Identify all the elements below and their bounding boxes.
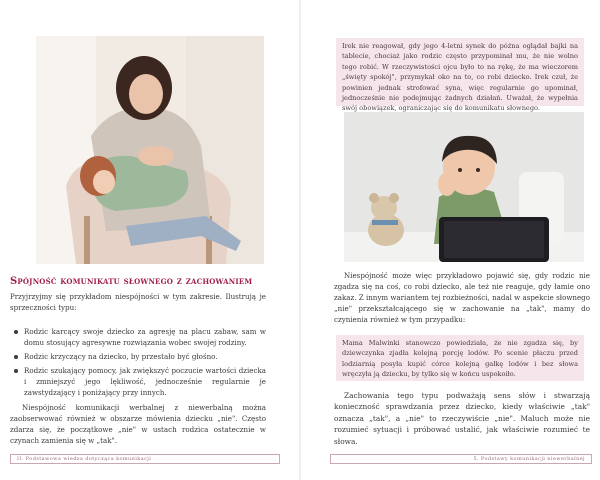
bullet-icon <box>14 369 18 373</box>
footer-right: 5. Podstawy komunikacji niewerbalnej <box>330 454 592 464</box>
intro-paragraph: Przyjrzyjmy się przykładom niespójności w tym zakresie. Ilustrują je sprzeczności typu: <box>10 292 266 312</box>
quote-box-irek <box>336 38 584 113</box>
quote-box-malwinka <box>336 335 584 381</box>
footer-left: II. Podstawowa wiedza dotycząca komunikacji <box>10 454 280 464</box>
right-paragraph-1: Niespójność może więc przykładowo pojawić się, gdy rodzic nie zgadza się na coś, co robi dziecko, ale też nie reaguje, gdy łamie ono zakaz. Z innym wariantem tej rozbieżności, nadal w aspekcie słownego „nie" przekształcającego się w zachowanie na „tak", mamy do czynienia również w tym przypadku: <box>334 271 590 324</box>
bullet-icon <box>14 330 18 334</box>
bullet-text: Rodzic krzyczący na dziecko, by przestało być głośno. <box>24 352 218 361</box>
photo-boy-tablet-image <box>344 112 584 262</box>
photo-mother-daughter-image <box>36 36 264 264</box>
photo-mother-daughter <box>36 36 264 264</box>
right-paragraph-2: Zachowania tego typu podważają sens słów i stwarzają konieczność sprawdzania przez dziecko, kiedy właściwie „tak" oznacza „tak", a „nie" to rzeczywiście „nie". Maluch może nie rozumieć sytuacji i próbować ustalić, jak właściwie rozumieć te słowa. <box>334 391 590 446</box>
bullet-list <box>14 326 266 401</box>
bullet-icon <box>14 355 18 359</box>
photo-boy-tablet <box>344 112 584 262</box>
quote-text: Irek nie reagował, gdy jego 4-letni synek do późna oglądał bajki na tablecie, chociaż jako rodzic często przypominał mu, że nie wolno tego robić. W rzeczywistości ojcu było to na rękę, że ma wieczorem „święty spokój", przymykał oko na to, co robi dziecko. Irek czuł, że powinien jednak strofować syna, więc regularnie go upominał, jednocześnie nie podejmując żadnych działań. Uważał, że wypełnia swój obowiązek, ograniczając się do komunikatu słownego. <box>342 42 578 113</box>
list-item <box>14 365 266 398</box>
book-spine <box>299 0 301 480</box>
closing-paragraph: Niespójność komunikacji werbalnej z niewerbalną można zaobserwować również w obszarze mówienia dziecku „nie". Często zdarza się, że początkowe „nie" w ustach rodzica ostatecznie w czynach zamienia się w „tak". <box>10 403 266 445</box>
quote-text: Mama Malwinki stanowczo powiedziała, że nie zgadza się, by dziewczynka zjadła kolejną porcję lodów. Po scenie płaczu przed lodziarnią posyła kupić córce kolejną gałkę lodów i bez słowa wręczyła ją dziecku, by tylko się w końcu uspokoiło. <box>342 339 578 379</box>
bullet-text: Rodzic karcący swoje dziecko za agresję na placu zabaw, sam w domu stosujący agresywne rozwiązania wobec swojej rodziny. <box>24 327 266 347</box>
section-title: Spójność komunikatu słownego z zachowaniem <box>10 276 253 287</box>
list-item <box>14 326 266 348</box>
list-item <box>14 351 266 362</box>
bullet-text: Rodzic szukający pomocy, jak zwiększyć poczucie wartości dziecka i zmniejszyć jego lękliwość, jednocześnie regularnie je zawstydzający i poniżający przy innych. <box>24 366 266 397</box>
